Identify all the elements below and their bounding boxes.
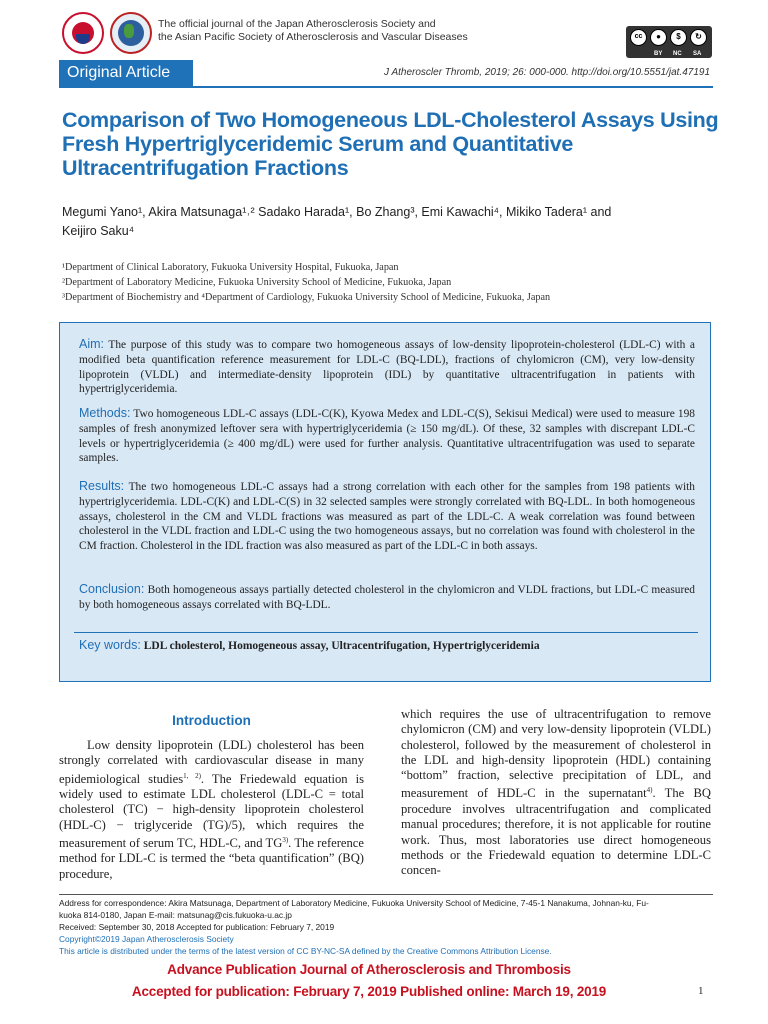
conclusion-text: Both homogeneous assays partially detected cholesterol in the chylomicron and VLDL fractions, but LDL-C measured by both homogeneous assays correlated with BQ-LDL. xyxy=(79,584,695,611)
citation-ref[interactable]: 4) xyxy=(646,786,653,795)
conclusion-label: Conclusion: xyxy=(79,582,145,596)
authors-line-1: Megumi Yano¹, Akira Matsunaga¹˒² Sadako Harada¹, Bo Zhang³, Emi Kawachi⁴, Mikiko Tadera¹ and xyxy=(62,205,612,219)
correspondence-line-2[interactable]: kuoka 814-0180, Japan E-mail: matsunag@cis.fukuoka-u.ac.jp xyxy=(59,910,292,920)
apsav-logo xyxy=(110,12,152,54)
intro-paragraph: Low density lipoprotein (LDL) cholesterol has been strongly correlated with cardiovascular disease in many epidemiological studies$^{1, 2)}$. The Friedewald equation is widely used to estimate LDL cholesterol (LDL-C = total cholesterol (TC) − high-density lipoprotein cholesterol (HDL-C) − triglyceride (TG)/5), which requires the measurement of serum TC, HDL-C, and TG$^{3)}$. The reference method for LDL-C is termed the “beta quantification” (BQ) procedure, xyxy=(59,738,365,881)
affiliation-3: ³Department of Biochemistry and ⁴Department of Cardiology, Fukuoka University School of Medicine, Fukuoka, Japan xyxy=(62,292,551,303)
authors-line-2: Keijiro Saku⁴ xyxy=(62,224,135,238)
results-text: The two homogeneous LDL-C assays had a strong correlation with each other for the samples from 198 patients with hypertriglyceridemia. LDL-C(K) and LDL-C(S) in 32 selected samples were strongly correlated with BQ-LDL. In both homogeneous assays, cholesterol in the CM and VLDL fractions was measured as part of the LDL-C. A weak correlation was found between cholesterol in the VLDL fraction and LDL-C using the two homogeneous assays, but no correlation was found with cholesterol in the CM fraction. Cholesterol in the IDL fraction was also measured as part of the LDL-C in both assays. xyxy=(79,481,695,553)
footer-notes xyxy=(59,897,713,957)
results-label: Results: xyxy=(79,479,125,493)
keywords-divider xyxy=(74,632,698,633)
header-divider xyxy=(59,86,713,88)
citation-ref[interactable]: 1, 2) xyxy=(183,771,201,780)
methods-label: Methods: xyxy=(79,406,131,420)
affiliation-2: ²Department of Laboratory Medicine, Fukuoka University School of Medicine, Fukuoka, Japan xyxy=(62,277,452,288)
license-by: BY xyxy=(654,51,663,57)
article-type-badge: Original Article xyxy=(59,60,193,86)
keywords xyxy=(79,638,695,654)
advance-publication-title: Advance Publication Journal of Atherosclerosis and Thrombosis xyxy=(167,962,571,977)
publication-dates: Accepted for publication: February 7, 2019 Published online: March 19, 2019 xyxy=(131,984,607,999)
abstract-methods xyxy=(79,406,695,466)
license-line[interactable]: This article is distributed under the terms of the latest version of CC BY-NC-SA defined by the Creative Commons Attribution License. xyxy=(59,946,552,956)
cc-by-nc-sa-icon[interactable]: cc ● $ ↻ BY NC SA xyxy=(626,26,712,58)
citation-ref[interactable]: 3) xyxy=(282,835,289,844)
footer-divider xyxy=(59,894,713,895)
correspondence-line-1: Address for correspondence: Akira Matsunaga, Department of Laboratory Medicine, Fukuoka University School of Medicine, 7-45-1 Nanakuma, Johnan-ku, Fu- xyxy=(59,898,649,908)
section-heading-introduction: Introduction xyxy=(172,713,251,728)
methods-text: Two homogeneous LDL-C assays (LDL-C(K), Kyowa Medex and LDL-C(S), Sekisui Medical) were used to measure 198 samples of fresh anonymized leftover sera with hypertriglyceridemia (≥ 150 mg/dL). Of these, 32 samples with discrepant LDL-C levels or hypertriglyceridemia (≥ 400 mg/dL) were used for further analysis. Quantitative ultracentrifugation was used to separate samples. xyxy=(79,408,695,465)
page-number: 1 xyxy=(698,985,704,997)
body-column-left xyxy=(59,738,364,882)
abstract-conclusion xyxy=(79,582,695,613)
copyright-line: Copyright©2019 Japan Atherosclerosis Society xyxy=(59,934,234,944)
aim-text: The purpose of this study was to compare two homogeneous assays of low-density lipoprotein-cholesterol (LDL-C) with a modified beta quantification reference measurement for LDL-C (BQ-LDL), fractions of chylomicron (CM), very low-density lipoprotein (VLDL) and intermediate-density lipoprotein (IDL) by quantitative ultracentrifugation in patients with hypertriglyceridemia. xyxy=(79,339,695,396)
journal-line-2: the Asian Pacific Society of Atherosclerosis and Vascular Diseases xyxy=(158,31,468,43)
license-sa: SA xyxy=(693,51,702,57)
article-title: Comparison of Two Homogeneous LDL-Cholesterol Assays Using Fresh Hypertriglyceridemic Serum and Quantitative Ultracentrifugation Fractions xyxy=(62,108,719,180)
intro-paragraph-cont: which requires the use of ultracentrifugation to remove chylomicron (CM) and very low-density lipoprotein (VLDL) cholesterol, followed by the measurement of cholesterol in the LDL and high-density lipoprotein (HDL) containing “bottom” fraction, selective precipitation of LDL, and measurement of HDL-C in the supernatant$^{4)}$. The BQ procedure involves ultracentrifugation and complicated manual procedures; therefore, it is not applicable for routine work. Thus, most laboratories use direct homogeneous methods or the Friedewald equation to determine LDL-C concen- xyxy=(401,707,711,878)
abstract-aim xyxy=(79,337,695,397)
keywords-text: LDL cholesterol, Homogeneous assay, Ultracentrifugation, Hypertriglyceridemia xyxy=(140,640,540,652)
citation-line[interactable]: J Atheroscler Thromb, 2019; 26: 000-000. http://doi.org/10.5551/jat.47191 xyxy=(384,67,710,78)
keywords-label: Key words: xyxy=(79,638,141,652)
journal-description xyxy=(158,18,468,44)
author-list xyxy=(62,203,712,241)
body-column-right xyxy=(401,707,711,878)
abstract-results xyxy=(79,479,695,554)
jas-logo xyxy=(62,12,104,54)
aim-label: Aim: xyxy=(79,337,104,351)
affiliations xyxy=(62,260,712,305)
license-nc: NC xyxy=(673,51,682,57)
received-dates: Received: September 30, 2018 Accepted for publication: February 7, 2019 xyxy=(59,922,335,932)
affiliation-1: ¹Department of Clinical Laboratory, Fukuoka University Hospital, Fukuoka, Japan xyxy=(62,262,399,273)
journal-line-1: The official journal of the Japan Atherosclerosis Society and xyxy=(158,18,436,30)
